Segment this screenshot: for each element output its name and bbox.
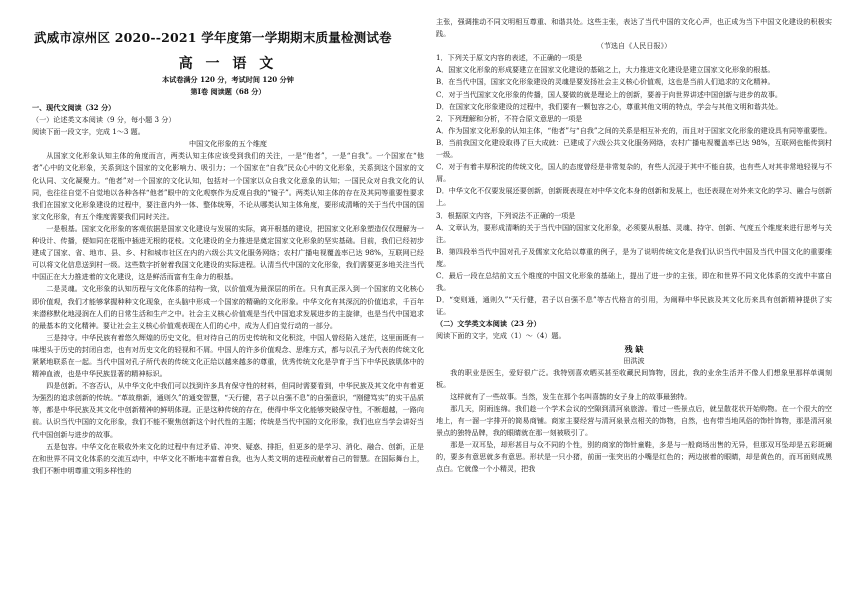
question-option: B．当前我国文化建设取得了巨大成就：已建成了六级公共文化服务网络，农村广播电视覆盖率已达 98%，互联网也能传到村一级。 — [436, 137, 832, 160]
subsection-heading: （一）论述类文本阅读（9 分，每小题 3 分） — [32, 115, 176, 125]
instruction-text: 阅读下面的文字，完成（1）～（4）题。 — [436, 331, 566, 341]
question-option: A．国家文化形象的形成要建立在国家文化建设的基础之上，大力推进文化建设是建立国家文化形象的根基。 — [436, 65, 775, 75]
question-option: A．作为国家文化形象的认知主体，“他者”与“自我”之间的关系是相互补充的，而且对于国家文化形象的建设具有同等重要性。 — [436, 125, 832, 135]
subject-title: 高 一 语 文 — [178, 56, 278, 72]
question-stem: 2．下列理解和分析，不符合原文意思的一项是 — [436, 113, 583, 123]
paragraph: 那几天，阴雨连绵。我们趁一个学术会议的空隙到清河泉旅游。看过一些景点后，就呈散花状开始购物。在一个很大的空地上，有一溜一字排开的简易商铺。商家主要经营与清河泉景点相关的饰物，自然，也有带当地风俗的饰针饰物，那是清河泉景点的独特品牌，我的眼睛就在那一刻被吸引了。 — [436, 404, 832, 438]
question-option: D．在国家文化形象建设的过程中，我们要有一颗包容之心，尊重其他文明的特点，学会与其他文明和谐共处。 — [436, 101, 783, 111]
question-option: B．在当代中国，国家文化形象建设的灵魂是要发扬社会主义核心价值观，这也是当前人们追求的文化精神。 — [436, 77, 775, 87]
paragraph: 从国家文化形象认知主体的角度而言，两类认知主体应该受到我们的关注，一是“他者”，一是“自我”。一个国家在“他者”心中的文化形象，关系到这个国家的文化影响力、吸引力；一个国家在“自我”民众心中的文化形象，关系到这个国家的文化认同、文化凝聚力。“他者”对一个国家的文化认知，包括对一个国家以众自我文化意象的认知；一国民众对自我文化的认同，也往往自觉不自觉地以各种各样“他者”眼中的文化观察作为反观自我的“镜子”。两类认知主体的存在及其同等重要性要求我们在国家文化形象建设的过程中，要注意内外一体、整体统筹，不论从哪类认知主体角度，要形成清晰的关于当代中国的国家文化形象，有五个维度需要我们同时关注。 — [32, 151, 424, 221]
paragraph: 三是持守。中华民族有着悠久辉煌的历史文化，但对待自己的历史传统和文化积淀，中国人曾经陷入迷茫，这里面既有一味埋头于历史的封闭自恋，也有对历史文化的轻视和不屑。中国人的许多价值观念、思维方式，都与以孔子为代表的传统文化紧紧地联系在一起。当代中国对孔子所代表的传统文化正给以越来越多的尊重，优秀传统文化是孕育于当下中华民族肌体中的精神血液，也是中华民族显著的精神标识。 — [32, 332, 424, 379]
question-option: B．第四段举当代中国对孔子及儒家文化给以尊重的例子，是为了说明传统文化是我们认识当代中国及当代中国文化的重要维度。 — [436, 246, 832, 268]
section-heading: 一、现代文阅读（32 分） — [32, 103, 116, 112]
exam-title: 武威市凉州区 2020--2021 学年度第一学期期末质量检测试卷 — [34, 30, 392, 45]
question-option: D．“变则通，通则久”“天行健，君子以自强不息”等古代格言的引用，为阐释中华民族及其文化历来具有创新精神提供了实证。 — [436, 295, 832, 317]
score-time-line: 本试卷满分 120 分，考试时间 120 分钟 — [162, 75, 294, 84]
question-option: C．最后一段在总结前文五个维度的中国文化形象的基础上，提出了进一步的主张，即在和世界不同文化体系的交流中丰富自我。 — [436, 270, 832, 293]
paragraph: 那是一双耳坠，却形甚目与众不同的个性，别的商家的饰针童鞋，多是与一般商场出售的无异，但那双耳坠却是五彩斑斓的，要多有意思就多有意思。形状是一只小猪，前面一张突出的小嘴是红色的；两边嵌着的眼睛，却是黄色的，而耳面则成黑点白。它就像一个小精灵，把我 — [436, 440, 832, 474]
source-note: （节选自《人民日报》） — [596, 41, 672, 51]
paragraph: 一是根基。国家文化形象的客观依据是国家文化建设与发展的实际，离开根基的建设，把国家文化形象塑造仅仅理解为一种设计、传播，便如同在花瓶中插进无根的花枝。文化建设的全力推进是奠定国家文化形象的坚实基础。目前，我们已经初步建成了国家、省、地市、县、乡、村和城市社区在内的六级公共文化服务网络；农村广播电视覆盖率已达 98%，互联网已经可以将文化信息送到村一级。这些数字折射着我国文化建设的实际进程。认清当代中国的文化形象，我们需要更多地关注当代中国正在大力推进着的文化建设，这是鲜活而富有生命力的根基。 — [32, 223, 424, 282]
left-body — [32, 102, 424, 477]
paragraph: 主张，强调推动不同文明相互尊重、和谐共处。这些主张，表达了当代中国的文化心声，也正成为当下中国文化建设的积极实践。 — [436, 17, 832, 39]
paragraph: 五是包容。中华文化在吸收外来文化的过程中有过矛盾、冲突、疑惑、排拒，但更多的是学习、消化、融合、创新，正是在和世界不同文化体系的交流互动中，中华文化不断地丰富着自我，也为人类文明的进程贡献着自己的智慧。在国际舞台上，我们不断申明尊重文明多样性的 — [32, 441, 424, 475]
paragraph: 二是灵魂。文化形象的认知历程与文化体系的结构一致，以价值观为最深层的所在。只有真正深入到一个国家的文化核心即价值观，我们才能够掌握种种文化现象，在头脑中形成一个国家的精确的文化形象。中华文化有其深沉的价值追求，千百年来潜移默化地浸润在人们的日常生活和生产之中。社会主义核心价值观是当代中国追求发展进步的主旋律，也是当代中国追求的最基本的文化精神。要让社会主义核心价值观表现在人们的心中，成为人们自觉行动的一部分。 — [32, 284, 424, 330]
paragraph: 我的职业是医生，爱好很广泛。我特别喜欢晒买甚至收藏民间饰物，因此，我的业余生活并不像人们想象里那样单调刻板。 — [436, 367, 832, 389]
paragraph: 四是创新。不容否认，从中华文化中我们可以找到许多具有保守性的材料，但同时需要看到，中华民族及其文化中有着更为强烈的追求创新的传统。“革故鼎新，通则久”的通变智慧，“天行健，君子以自强不息”的自强意识，“刚健笃实”的实干品质等，都是中华民族及其文化中创新精神的鲜明体现。正是这种传统的存在，使得中华文化能够突破保守性，不断超越，一路向前。认识当代中国的文化形象，我们不能不聚焦创新这个时代性的主题；传统是当代中国的文化形象，我们也应当学会讲好当代中国创新与进步的故事。 — [32, 381, 424, 439]
question-stem: 3．根据原文内容，下列说法不正确的一项是 — [436, 210, 576, 220]
right-body — [436, 16, 832, 476]
instruction-text: 阅读下面一段文字，完成 1～3 题。 — [32, 127, 145, 137]
volume-line: 第Ⅰ卷 阅读题（68 分） — [190, 87, 266, 96]
question-option: A．文章认为，要形成清晰的关于当代中国的国家文化形象，必须要从根基、灵魂、持守、创新、气度五个维度来进行思考与关注。 — [436, 222, 832, 244]
article-title: 中国文化形象的五个维度 — [188, 139, 268, 149]
question-option: C．对于有着丰厚积淀的传统文化，国人的态度曾经是非常复杂的，有些人沉浸于其中不能自拔，也有些人对其非常地轻视与不屑。 — [436, 162, 832, 184]
paragraph: 这样就有了一些故事。当然，发生在那个名叫喜鹊的女子身上的故事最独特。 — [450, 391, 692, 401]
question-option: D．中华文化不仅要发展还要创新，创新既表现在对中华文化本身的创新和发展上，也还表现在对外来文化的学习、融合与创新上。 — [436, 186, 832, 208]
story-author: 田洪波 — [623, 355, 645, 365]
subsection-heading: （二）文学类文本阅读（23 分） — [436, 319, 541, 329]
question-stem: 1．下列关于原文内容的表述，不正确的一项是 — [436, 53, 583, 63]
question-option: C．对于当代国家文化形象的传播，国人要做的就是理论上的创新，要善于向世界讲述中国创新与进步的故事。 — [436, 89, 782, 99]
story-title: 残 缺 — [624, 343, 644, 354]
